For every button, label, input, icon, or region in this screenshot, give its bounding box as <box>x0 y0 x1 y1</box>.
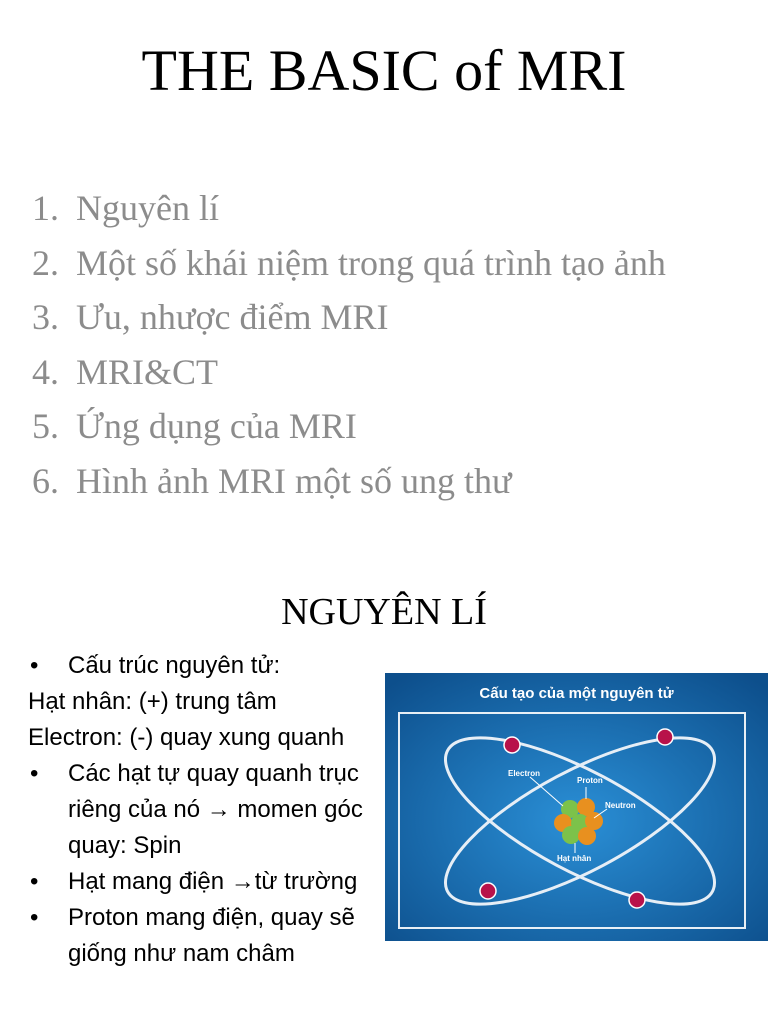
bullet-icon: • <box>30 652 39 679</box>
atom-illustration <box>385 673 768 941</box>
toc-item: 2. Một số khái niệm trong quá trình tạo ảnh <box>32 242 666 283</box>
toc-item: 4. MRI&CT <box>32 351 219 392</box>
slide-title: THE BASIC of MRI <box>141 38 627 103</box>
bullet-icon: • <box>30 904 39 931</box>
table-of-contents <box>32 186 666 514</box>
bullet-item: • Các hạt tự quay quanh trục riêng của nó → momen góc quay: Spin <box>28 756 373 864</box>
nucleus-line: Hạt nhân: (+) trung tâm <box>28 688 277 715</box>
bullet-icon: • <box>30 760 39 787</box>
figure-caption: Cấu tạo của một nguyên tử <box>479 685 674 702</box>
electron-label: Electron <box>508 769 541 778</box>
toc-item: 6. Hình ảnh MRI một số ung thư <box>32 460 512 501</box>
atom-diagram <box>385 673 768 941</box>
bullet-item: • Cấu trúc nguyên tử: <box>28 648 373 684</box>
principle-text <box>28 648 373 972</box>
section-title: NGUYÊN LÍ <box>281 591 487 633</box>
proton-label: Proton <box>577 776 603 785</box>
toc-item: 3. Ưu, nhược điểm MRI <box>32 297 389 338</box>
nucleus-label: Hạt nhân <box>557 854 592 863</box>
toc-item: 5. Ứng dụng của MRI <box>32 406 357 447</box>
neutron-label: Neutron <box>605 801 636 810</box>
toc-item: 1. Nguyên lí <box>32 188 219 228</box>
bullet-item: • Proton mang điện, quay sẽ giống như nam châm <box>28 900 373 972</box>
bullet-icon: • <box>30 868 39 895</box>
bullet-item: • Hạt mang điện →từ trường <box>28 864 373 900</box>
electron-line: Electron: (-) quay xung quanh <box>28 724 345 751</box>
